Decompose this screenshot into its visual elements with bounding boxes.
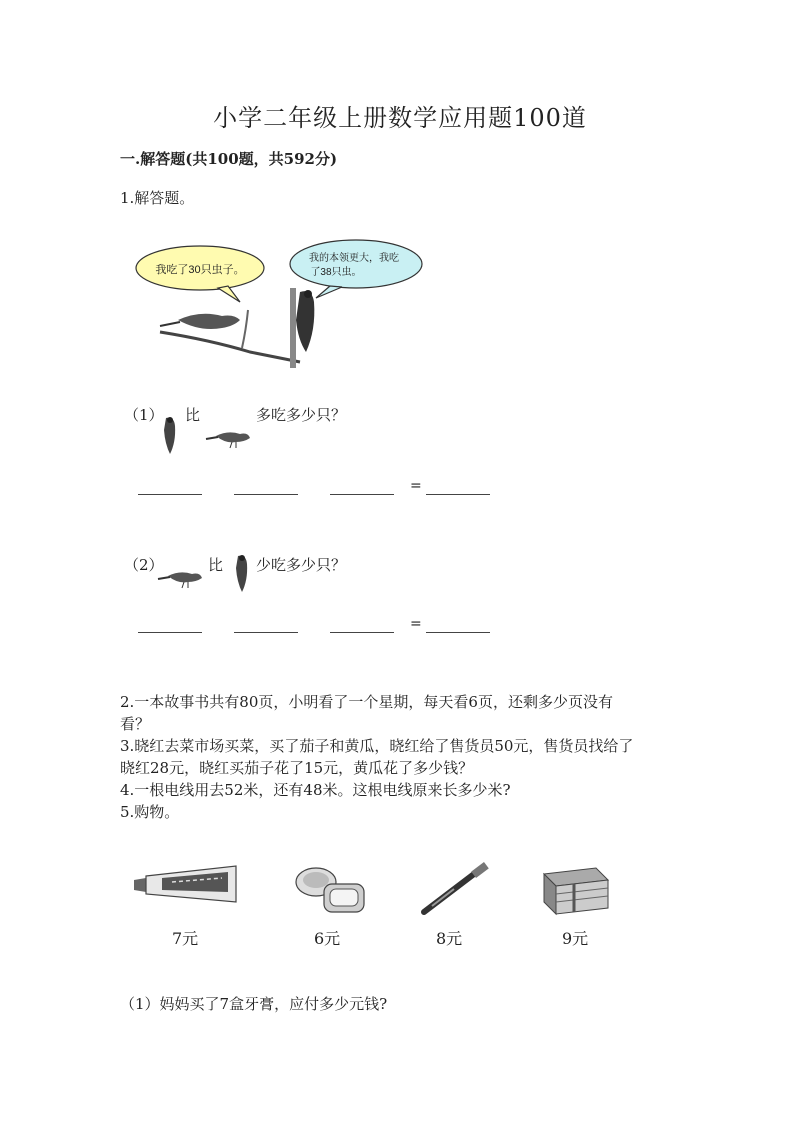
answer-blank[interactable] xyxy=(426,632,490,633)
sub-question-2-compare: 比 xyxy=(208,556,224,574)
answer-blank[interactable] xyxy=(330,632,394,633)
answer-blank[interactable] xyxy=(138,632,202,633)
equals-sign: = xyxy=(410,478,422,494)
bubble-right-text-2: 了38只虫。 xyxy=(310,267,362,278)
toothpaste-icon xyxy=(132,862,242,908)
bird-icon xyxy=(158,566,204,590)
sub-question-2-number: （2） xyxy=(124,556,164,574)
towel-icon xyxy=(538,864,612,918)
answer-blank[interactable] xyxy=(234,632,298,633)
sub-question-1-number: （1） xyxy=(124,406,164,424)
answer-blank[interactable] xyxy=(426,494,490,495)
sub-question-1-ask: 多吃多少只？ xyxy=(256,406,347,424)
question-4: 4.一根电线用去52米，还有48米。这根电线原来长多少米? xyxy=(120,781,511,799)
price-toothbrush: 8元 xyxy=(436,929,463,948)
question-3-line-1: 3.晓红去菜市场买菜，买了茄子和黄瓜，晓红给了售货员50元，售货员找给了 xyxy=(120,737,634,755)
question-2-line-1: 2.一本故事书共有80页，小明看了一个星期，每天看6页，还剩多少页没有 xyxy=(120,693,613,711)
bird-left xyxy=(178,314,240,329)
answer-blank[interactable] xyxy=(138,494,202,495)
answer-blank[interactable] xyxy=(234,494,298,495)
question-3-line-2: 晓红28元，晓红买茄子花了15元，黄瓜花了多少钱？ xyxy=(120,759,474,777)
bubble-right-text-1: 我的本领更大，我吃 xyxy=(309,253,399,264)
question-5-sub-1: （1）妈妈买了7盒牙膏，应付多少元钱? xyxy=(120,995,388,1013)
question-1-label: 1.解答题。 xyxy=(120,189,195,207)
woodpecker xyxy=(296,291,314,352)
page-title: 小学二年级上册数学应用题100道 xyxy=(213,104,587,132)
soap-icon xyxy=(294,864,368,916)
woodpecker-icon xyxy=(160,416,180,456)
question-5-label: 5.购物。 xyxy=(120,803,180,821)
answer-blank[interactable] xyxy=(330,494,394,495)
birds-illustration xyxy=(130,240,430,370)
toothbrush-icon xyxy=(418,864,490,916)
woodpecker-icon xyxy=(232,554,252,594)
sub-question-2-ask: 少吃多少只？ xyxy=(256,556,347,574)
bubble-left-text: 我吃了30只虫子。 xyxy=(155,264,245,276)
sub-question-1-compare: 比 xyxy=(185,406,201,424)
price-towel: 9元 xyxy=(562,929,589,948)
section-heading: 一.解答题(共100题，共592分) xyxy=(120,150,338,168)
price-soap: 6元 xyxy=(314,929,341,948)
branch xyxy=(160,332,300,362)
price-toothpaste: 7元 xyxy=(172,929,199,948)
equals-sign: = xyxy=(410,616,422,632)
speech-bubble-right xyxy=(290,240,422,288)
bird-icon xyxy=(206,426,252,450)
question-2-line-2: 看？ xyxy=(120,715,151,733)
